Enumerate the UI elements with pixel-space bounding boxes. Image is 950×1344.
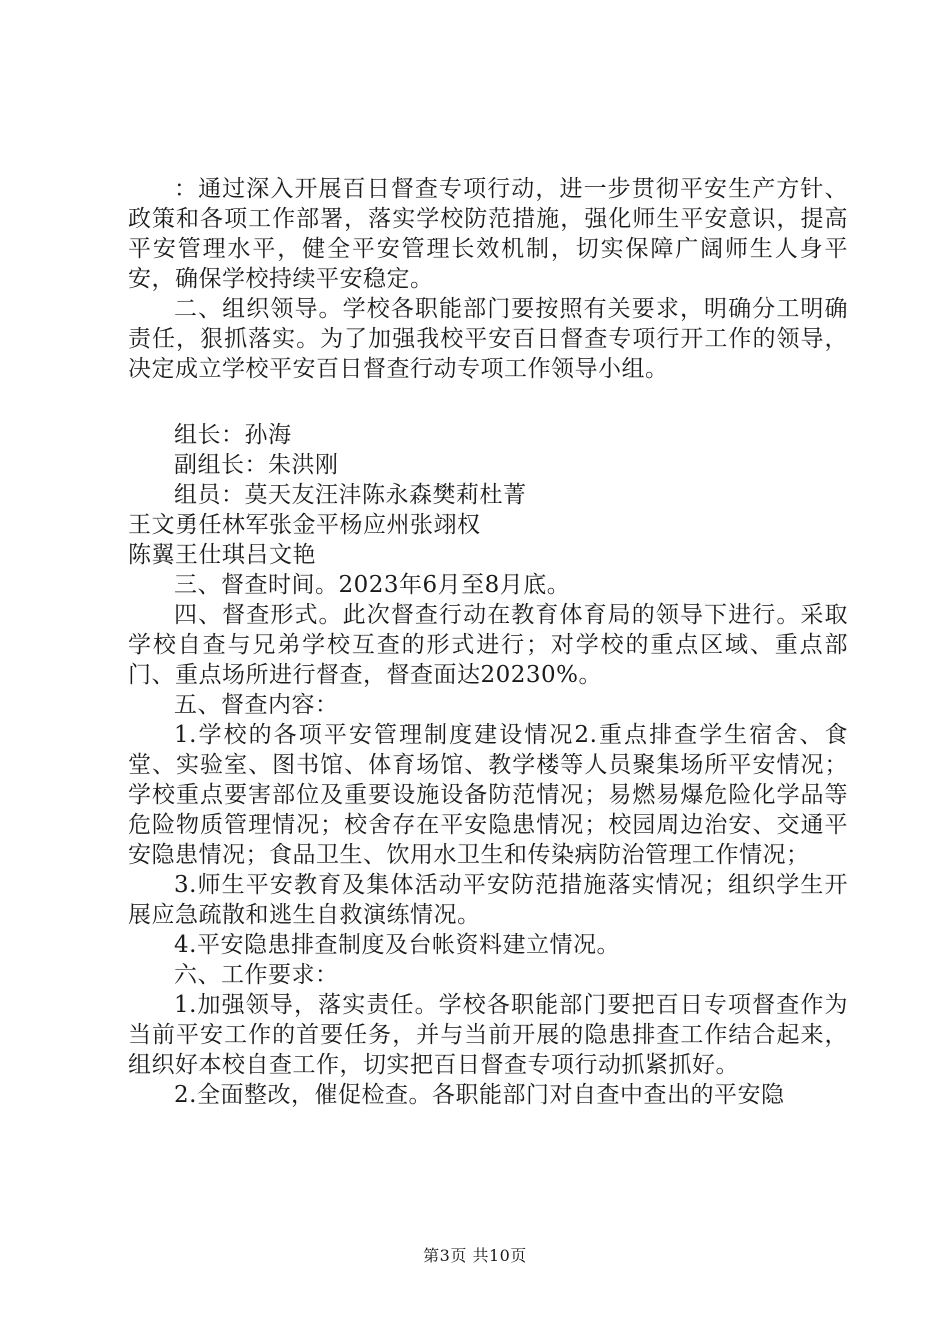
content-item-4: 4.平安隐患排查制度及台帐资料建立情况。 — [174, 932, 620, 958]
group-deputy-leader: 副组长：朱洪刚 — [174, 452, 339, 478]
paragraph-organization: 二、组织领导。学校各职能部门要按照有关要求，明确分工明确责任，狠抓落实。为了加强我校平安百日督查专项行开工作的领导，决定成立学校平安百日督查行动专项工作领导小组。 — [128, 296, 848, 382]
group-leader: 组长：孙海 — [174, 422, 292, 448]
leadership-group — [128, 420, 848, 570]
page-footer: 第3页 共10页 — [423, 1246, 527, 1265]
document-body — [128, 174, 848, 1110]
group-members: 组员：莫天友汪沣陈永森樊莉杜菁 — [174, 482, 527, 508]
section-inspection-time: 三、督查时间。2023年6月至8月底。 — [174, 572, 571, 598]
section-inspection-form: 四、督查形式。此次督查行动在教育体育局的领导下进行。采取学校自查与兄弟学校互查的形式进行；对学校的重点区域、重点部门、重点场所进行督查，督查面达20230%。 — [128, 602, 848, 688]
content-item-3: 3.师生平安教育及集体活动平安防范措施落实情况；组织学生开展应急疏散和逃生自救演练情况。 — [128, 872, 848, 928]
section-work-requirements-heading: 六、工作要求： — [174, 962, 339, 988]
group-members-line-3: 陈翼王仕琪吕文艳 — [128, 542, 316, 568]
requirement-item-1: 1.加强领导，落实责任。学校各职能部门要把百日专项督查作为当前平安工作的首要任务，并与当前开展的隐患排查工作结合起来，组织好本校自查工作，切实把百日督查专项行动抓紧抓好。 — [128, 992, 848, 1078]
paragraph-purpose: ：通过深入开展百日督查专项行动，进一步贯彻平安生产方针、政策和各项工作部署，落实学校防范措施，强化师生平安意识，提高平安管理水平，健全平安管理长效机制，切实保障广阔师生人身平安，确保学校持续平安稳定。 — [128, 176, 848, 292]
section-inspection-content-heading: 五、督查内容： — [174, 692, 339, 718]
paragraph-gap — [128, 384, 848, 414]
group-members-line-2: 王文勇任林军张金平杨应州张翊权 — [128, 512, 481, 538]
content-item-1-2: 1.学校的各项平安管理制度建设情况2.重点排查学生宿舍、食堂、实验室、图书馆、体育场馆、教学楼等人员聚集场所平安情况；学校重点要害部位及重要设施设备防范情况；易燃易爆危险化学品等危险物质管理情况；校舍存在平安隐患情况；校园周边治安、交通平安隐患情况；食品卫生、饮用水卫生和传染病防治管理工作情况； — [128, 722, 848, 868]
requirement-item-2: 2.全面整改，催促检查。各职能部门对自查中查出的平安隐 — [174, 1082, 785, 1108]
